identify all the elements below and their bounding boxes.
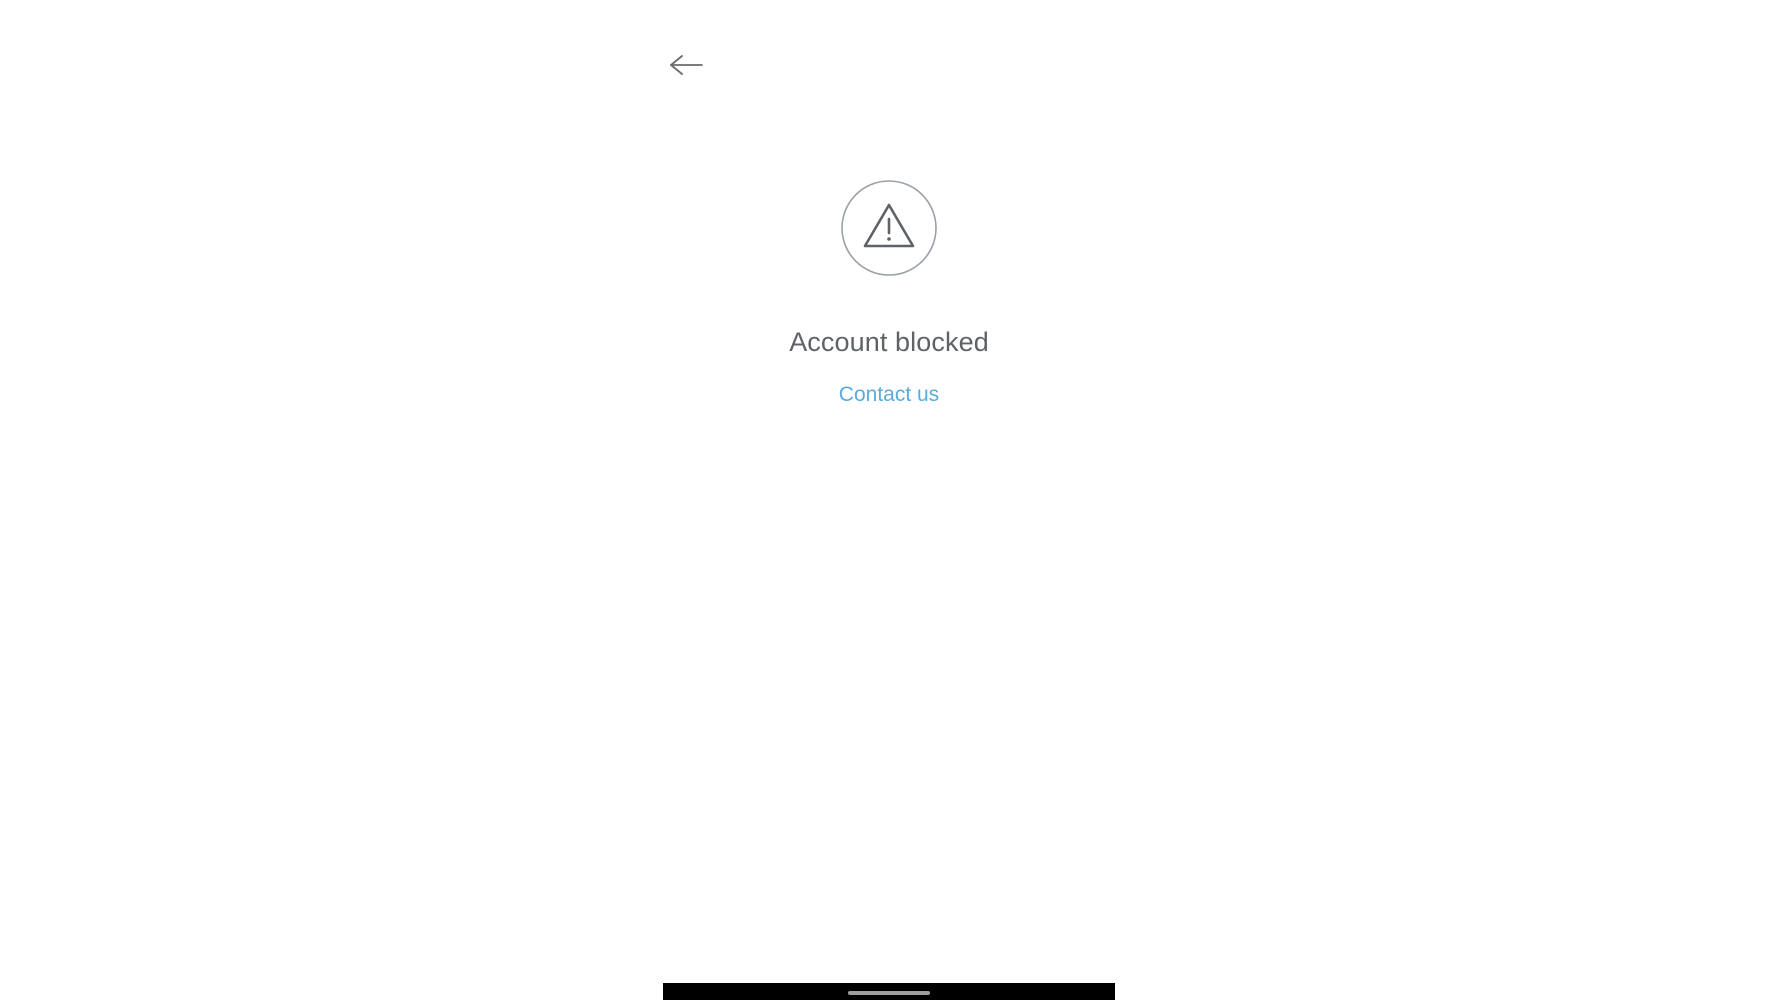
contact-us-link[interactable]: Contact us bbox=[838, 383, 940, 406]
warning-triangle-in-circle-icon bbox=[839, 178, 939, 278]
page-title: Account blocked bbox=[789, 327, 989, 357]
home-indicator[interactable] bbox=[848, 991, 930, 995]
status-content bbox=[0, 0, 1778, 408]
system-navigation-bar bbox=[663, 983, 1115, 1000]
